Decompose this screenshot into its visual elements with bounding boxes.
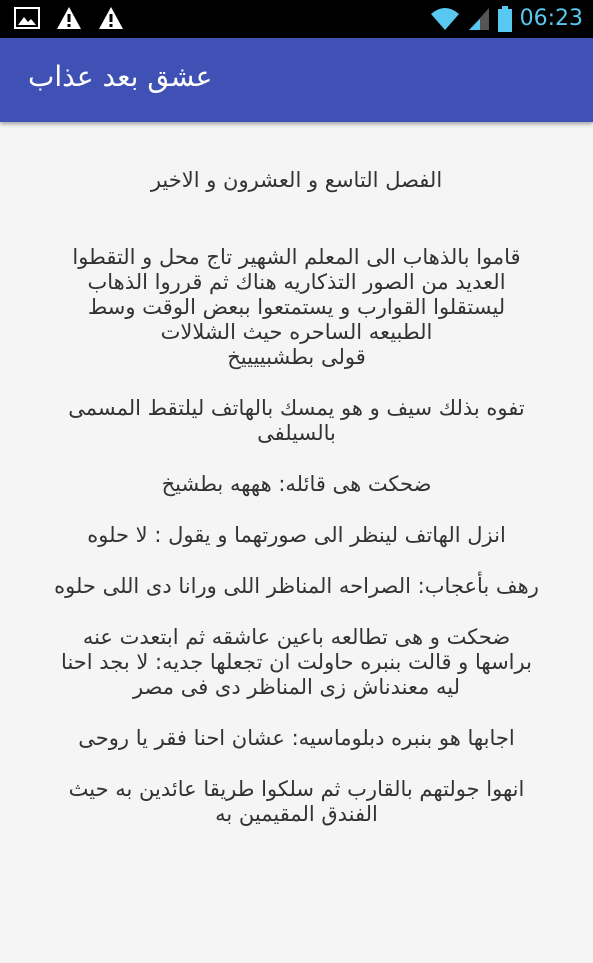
paragraph-line: ليه معندناش زى المناظر دى فى مصر	[132, 675, 461, 699]
paragraph-line: انهوا جولتهم بالقارب ثم سلكوا طريقا عائدين به حيث	[68, 777, 525, 801]
notification-icons	[14, 6, 124, 30]
paragraph	[16, 472, 577, 497]
wifi-icon	[430, 6, 460, 32]
paragraph-line: انزل الهاتف لينظر الى صورتهما و يقول : لا حلوه	[87, 523, 506, 547]
paragraph	[16, 574, 577, 599]
paragraph-line: قاموا بالذهاب الى المعلم الشهير تاج محل و التقطوا	[72, 245, 521, 269]
paragraph	[16, 625, 577, 700]
paragraph	[16, 396, 577, 446]
paragraph	[16, 777, 577, 827]
paragraph	[16, 523, 577, 548]
chapter-title: الفصل التاسع و العشرون و الاخير	[150, 168, 443, 192]
paragraph-line: تفوه بذلك سيف و هو يمسك بالهاتف ليلتقط المسمى	[68, 396, 525, 420]
chapter-content[interactable]	[16, 122, 577, 850]
warning-icon	[98, 6, 124, 30]
paragraph-line: الفندق المقيمين به	[215, 802, 378, 826]
battery-icon	[498, 6, 512, 32]
paragraph-line: بالسيلفى	[257, 421, 336, 445]
paragraph	[16, 726, 577, 751]
paragraph	[16, 245, 577, 370]
paragraph-line: قولى بطشبييييخ	[227, 345, 366, 369]
status-bar	[0, 0, 593, 38]
warning-icon	[56, 6, 82, 30]
paragraph-line: ضحكت و هى تطالعه باعين عاشقه ثم ابتعدت عنه	[82, 625, 511, 649]
paragraph-line: ضحكت هى قائله: هههه بطشيخ	[161, 472, 432, 496]
paragraphs	[16, 245, 577, 827]
paragraph-line: اجابها هو بنبره دبلوماسيه: عشان احنا فقر يا روحى	[78, 726, 515, 750]
image-icon	[14, 7, 40, 29]
system-icons	[430, 4, 583, 34]
app-title: عشق بعد عذاب	[28, 60, 213, 93]
paragraph-line: ليستقلوا القوارب و يستمتعوا ببعض الوقت وسط	[87, 295, 506, 319]
signal-icon	[468, 7, 490, 31]
paragraph-line: العديد من الصور التذكاريه هناك ثم قرروا الذهاب	[87, 270, 506, 294]
app-bar	[0, 38, 593, 122]
paragraph-line: الطبيعه الساحره حيث الشلالات	[160, 320, 433, 344]
paragraph-line: رهف بأعجاب: الصراحه المناظر اللى ورانا دى اللى حلوه	[54, 574, 539, 598]
paragraph-line: براسها و قالت بنبره حاولت ان تجعلها جديه: لا بجد احنا	[61, 650, 532, 674]
clock: 06:23	[519, 6, 583, 31]
